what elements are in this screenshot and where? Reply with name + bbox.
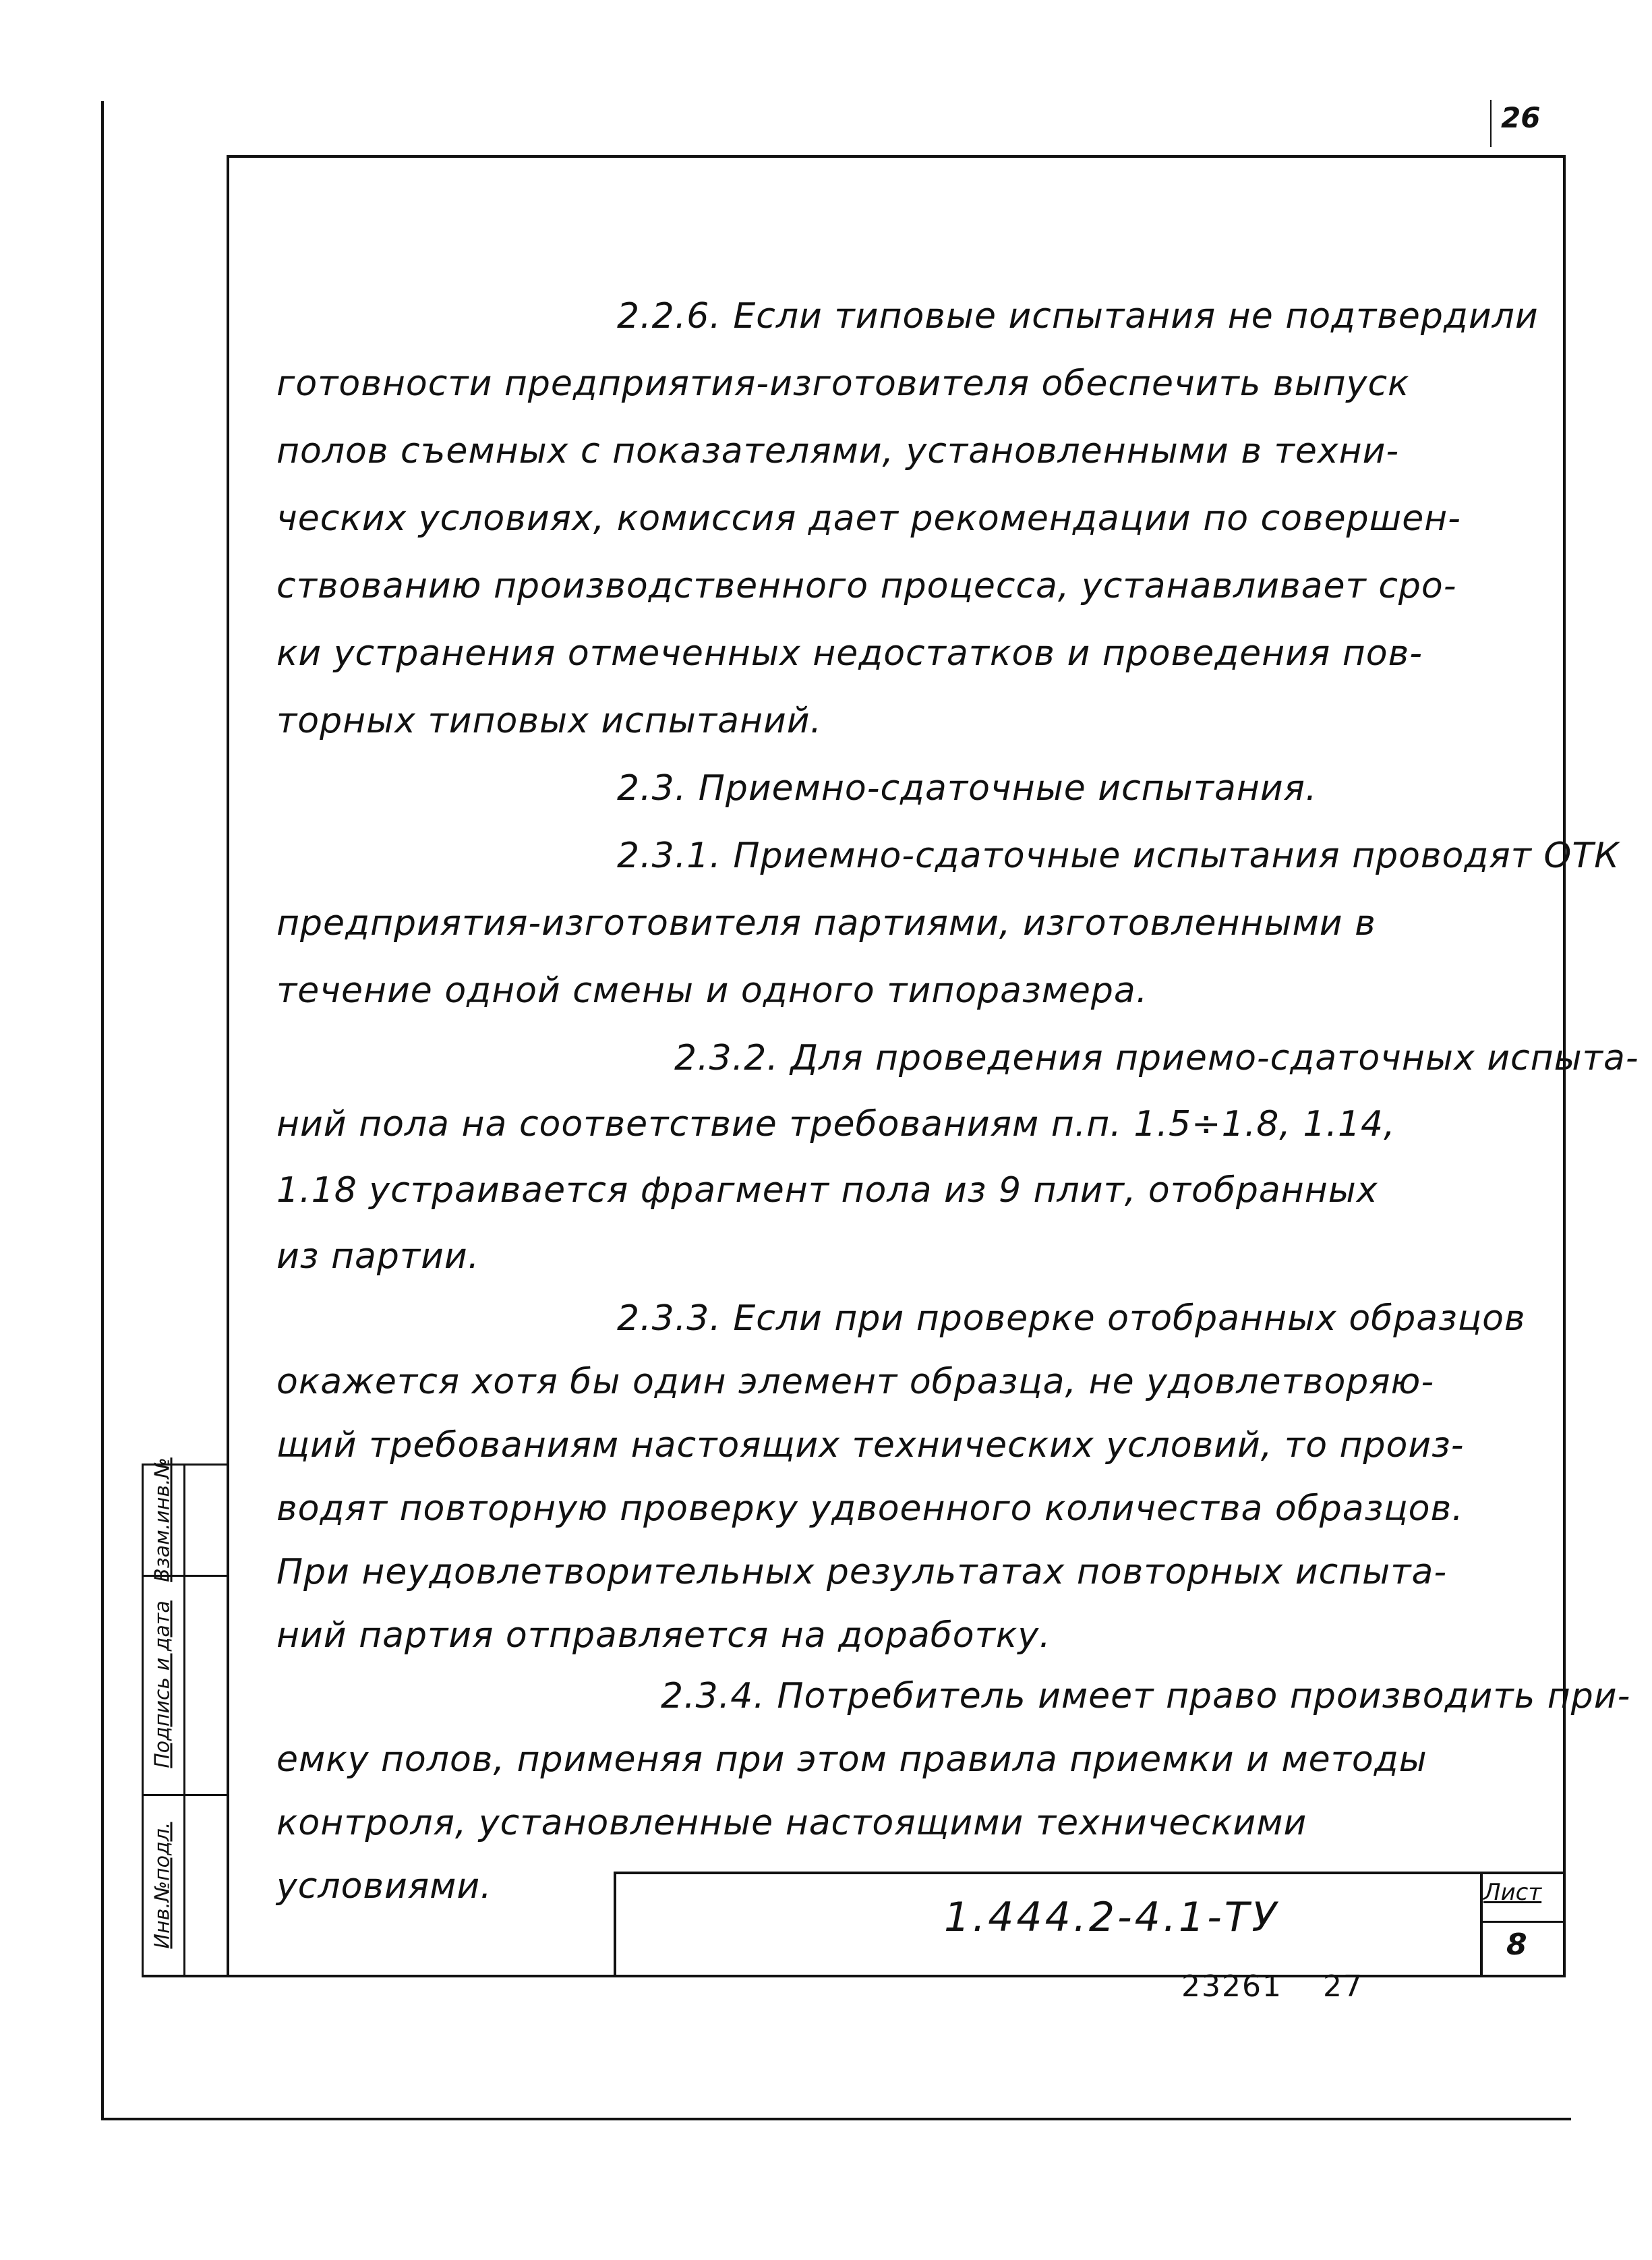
title-block-left bbox=[614, 1872, 616, 1976]
side-stamp-middle bbox=[183, 1464, 185, 1976]
bottom-stamp-number: 23261 bbox=[1181, 1969, 1282, 2004]
body-line: из партии. bbox=[276, 1236, 480, 1277]
frame-left bbox=[227, 155, 229, 1976]
body-line: 2.3.2. Для проведения приемо-сдаточных испыта- bbox=[674, 1038, 1639, 1078]
body-line: ческих условиях, комиссия дает рекомендации по совершен- bbox=[276, 498, 1461, 539]
body-line: водят повторную проверку удвоенного количества образцов. bbox=[276, 1488, 1464, 1529]
bottom-stamp-sheet: 27 bbox=[1323, 1969, 1363, 2004]
title-block-top bbox=[614, 1872, 1564, 1874]
body-line: готовности предприятия-изготовителя обеспечить выпуск bbox=[276, 364, 1410, 404]
body-line: условиями. bbox=[276, 1866, 492, 1907]
outer-bottom-line bbox=[101, 2118, 1571, 2120]
body-line: полов съемных с показателями, установленными в техни- bbox=[276, 431, 1400, 471]
outer-margin-line bbox=[101, 101, 104, 2118]
body-line: ствованию производственного процесса, устанавливает сро- bbox=[276, 566, 1457, 606]
side-stamp-sign-date: Подпись и дата bbox=[150, 1600, 175, 1768]
side-stamp-inv-orig: Инв.№подл. bbox=[150, 1822, 175, 1949]
body-line: течение одной смены и одного типоразмера. bbox=[276, 970, 1148, 1011]
page-number: 26 bbox=[1501, 101, 1541, 134]
body-line: ний пола на соответствие требованиям п.п. 1.5÷1.8, 1.14, bbox=[276, 1104, 1396, 1145]
sheet-label: Лист bbox=[1483, 1879, 1542, 1906]
body-line: емку полов, применяя при этом правила приемки и методы bbox=[276, 1739, 1427, 1780]
body-line: 2.3.3. Если при проверке отобранных образцов bbox=[617, 1298, 1526, 1339]
body-line: торных типовых испытаний. bbox=[276, 701, 823, 741]
side-stamp-left bbox=[142, 1464, 144, 1976]
frame-top bbox=[227, 155, 1565, 158]
title-block-sheet-divider bbox=[1480, 1921, 1564, 1923]
title-block-sheet-left bbox=[1480, 1872, 1483, 1976]
body-line: предприятия-изготовителя партиями, изготовленными в bbox=[276, 903, 1376, 944]
body-line: окажется хотя бы один элемент образца, не удовлетворяю- bbox=[276, 1362, 1435, 1402]
body-line: 2.2.6. Если типовые испытания не подтвердили bbox=[617, 296, 1539, 337]
body-line: При неудовлетворительных результатах повторных испыта- bbox=[276, 1552, 1448, 1592]
document-code: 1.444.2-4.1-ТУ bbox=[944, 1894, 1279, 1941]
body-line: 2.3.4. Потребитель имеет право производить при- bbox=[661, 1676, 1631, 1716]
body-line: контроля, установленные настоящими техническими bbox=[276, 1803, 1307, 1843]
sheet-number: 8 bbox=[1506, 1928, 1527, 1962]
side-stamp-inv-replace: Взам.инв.№ bbox=[150, 1457, 175, 1582]
body-line: ки устранения отмеченных недостатков и проведения пов- bbox=[276, 633, 1423, 674]
body-line: ний партия отправляется на доработку. bbox=[276, 1615, 1051, 1656]
body-line: 2.3.1. Приемно-сдаточные испытания проводят ОТК bbox=[617, 836, 1620, 876]
body-line: щий требованиям настоящих технических условий, то произ- bbox=[276, 1425, 1465, 1466]
page-number-rule bbox=[1490, 100, 1492, 147]
body-line: 1.18 устраивается фрагмент пола из 9 плит, отобранных bbox=[276, 1170, 1378, 1211]
body-line: 2.3. Приемно-сдаточные испытания. bbox=[617, 768, 1318, 809]
